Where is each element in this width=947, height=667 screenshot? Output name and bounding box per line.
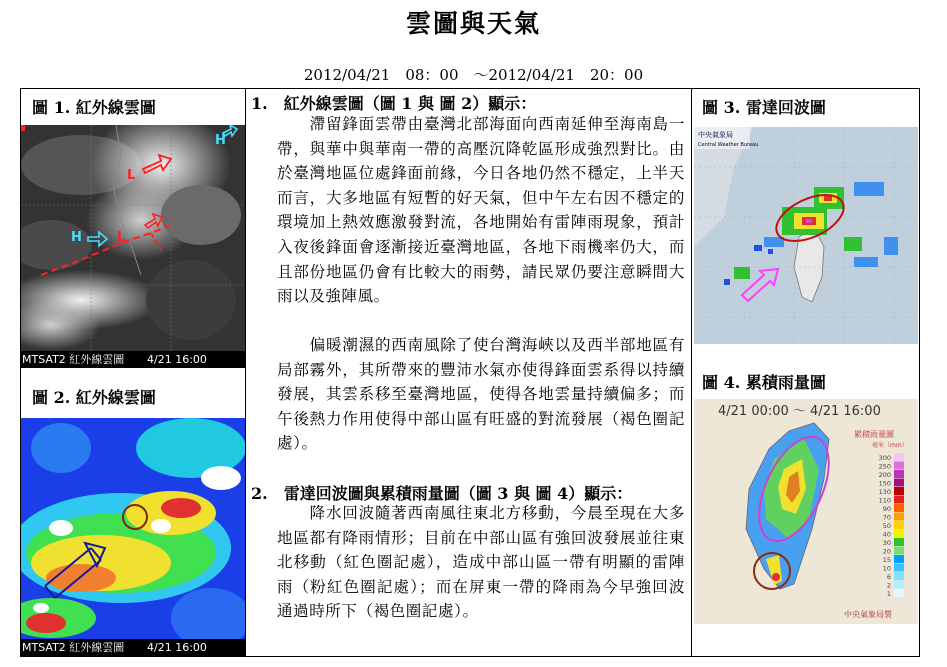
text-column bbox=[245, 89, 691, 656]
figure-3-label: 圖 3. 雷達回波圖 bbox=[702, 98, 826, 117]
legend-swatch bbox=[894, 479, 904, 487]
legend-value-label: 110 bbox=[878, 496, 891, 505]
legend-swatch bbox=[894, 462, 904, 470]
section-1-paragraph-1: 滯留鋒面雲帶由臺灣北部海面向西南延伸至海南島一帶，與華中與華南一帶的高壓沉降乾區形成強烈對比。由於臺灣地區位處鋒面前緣，今日各地仍然不穩定，上半天而言，大多地區有短暫的好天氣，但中午左右因不穩定的環境加上熱效應激發對流，各地開始有雷陣雨現象，預計入夜後鋒面會逐漸接近臺灣地區，各地下雨機率仍大，而且部份地區仍會有比較大的雨勢，請民眾仍要注意瞬間大雨以及強陣風。 bbox=[277, 115, 685, 306]
legend-swatch bbox=[894, 547, 904, 555]
figure-1-caption-source: MTSAT2 紅外線雲圖 bbox=[22, 353, 125, 366]
figure-1-caption-bar bbox=[21, 351, 245, 368]
rainfall-svg bbox=[694, 399, 918, 624]
legend-swatch bbox=[894, 530, 904, 538]
legend-swatch bbox=[894, 589, 904, 597]
legend-swatch bbox=[894, 513, 904, 521]
legend-value-label: 150 bbox=[878, 479, 891, 488]
legend-swatch bbox=[894, 487, 904, 495]
figure-2-caption-bar bbox=[21, 639, 245, 656]
figure-2-caption-source: MTSAT2 紅外線雲圖 bbox=[22, 641, 125, 654]
figure-1-caption-time: 4/21 16:00 bbox=[147, 353, 207, 366]
rainfall-legend-unit: 毫米（mm） bbox=[872, 442, 908, 449]
figure-1-ir-cloud-image bbox=[21, 125, 245, 368]
legend-swatch bbox=[894, 572, 904, 580]
rainfall-footer: 中央氣象局製 bbox=[844, 610, 892, 619]
high-pressure-mark-west: H bbox=[71, 230, 82, 245]
legend-value-label: 40 bbox=[882, 530, 891, 539]
legend-value-label: 30 bbox=[882, 539, 891, 547]
legend-value-label: 50 bbox=[882, 522, 891, 530]
low-pressure-mark-south: L bbox=[117, 230, 126, 245]
figure-4-rainfall-map bbox=[694, 399, 918, 624]
legend-value-label: 6 bbox=[886, 573, 891, 581]
legend-swatch bbox=[894, 555, 904, 563]
radar-svg bbox=[694, 127, 918, 344]
legend-value-label: 300 bbox=[878, 454, 891, 462]
section-2-heading: 2. 雷達回波圖與累積雨量圖（圖 3 與 圖 4）顯示： bbox=[251, 484, 633, 503]
enhanced-ir-svg bbox=[21, 418, 245, 656]
figure-4-label: 圖 4. 累積雨量圖 bbox=[702, 373, 826, 392]
legend-swatch bbox=[894, 470, 904, 478]
page-title: 雲圖與天氣 bbox=[405, 9, 541, 38]
rainfall-legend-title: 累積雨量圖 bbox=[854, 430, 894, 439]
content-table bbox=[20, 88, 920, 657]
legend-value-label: 15 bbox=[882, 556, 891, 564]
legend-swatch bbox=[894, 521, 904, 529]
radar-agency-english: Central Weather Bureau bbox=[698, 142, 759, 148]
legend-value-label: 10 bbox=[882, 564, 891, 573]
figure-3-radar-image bbox=[694, 127, 918, 344]
figure-1-label: 圖 1. 紅外線雲圖 bbox=[32, 98, 156, 117]
high-pressure-mark-east: H bbox=[215, 133, 226, 148]
legend-swatch bbox=[894, 581, 904, 589]
date-range: 2012/04/21 08：00 ～2012/04/21 20：00 bbox=[303, 66, 644, 84]
rainfall-time-range: 4/21 00:00 ～ 4/21 16:00 bbox=[718, 404, 881, 419]
legend-value-label: 2 bbox=[886, 581, 891, 590]
figure-2-enhanced-ir-image bbox=[21, 418, 245, 656]
figure-2-label: 圖 2. 紅外線雲圖 bbox=[32, 388, 156, 407]
legend-value-label: 130 bbox=[878, 488, 891, 496]
right-column bbox=[691, 89, 920, 656]
figure-2-caption-time: 4/21 16:00 bbox=[147, 641, 207, 654]
left-column bbox=[21, 89, 246, 656]
legend-value-label: 1 bbox=[886, 590, 891, 598]
legend-value-label: 200 bbox=[878, 471, 891, 479]
legend-swatch bbox=[894, 453, 904, 461]
radar-agency-name: 中央氣象局 bbox=[698, 131, 733, 139]
legend-swatch bbox=[894, 538, 904, 546]
legend-swatch bbox=[894, 564, 904, 572]
section-1-heading: 1. 紅外線雲圖（圖 1 與 圖 2）顯示： bbox=[251, 94, 537, 113]
legend-value-label: 250 bbox=[878, 462, 891, 471]
ir-cloud-svg bbox=[21, 125, 245, 368]
legend-value-label: 20 bbox=[882, 547, 891, 556]
section-1-paragraph-2: 偏暖潮濕的西南風除了使台灣海峽以及西半部地區有局部霧外，其所帶來的豐沛水氣亦使得鋒面雲系得以持續發展，其雲系移至臺灣地區，使得各地雲量持續偏多；而午後熱力作用使得中部山區有旺盛的對流發展（褐色圈記處）。 bbox=[277, 336, 685, 453]
legend-value-label: 70 bbox=[882, 513, 891, 522]
low-pressure-mark-north: L bbox=[127, 168, 136, 183]
legend-swatch bbox=[894, 504, 904, 512]
section-2-paragraph-1: 降水回波隨著西南風往東北方移動，今晨至現在大多地區都有降雨情形；目前在中部山區有強回波發展並往東北移動（紅色圈記處），造成中部山區一帶有明顯的雷陣雨（粉紅色圈記處）；而在屏東一帶的降雨為今早強回波通過時所下（褐色圈記處）。 bbox=[277, 504, 685, 621]
legend-swatch bbox=[894, 496, 904, 504]
legend-value-label: 90 bbox=[882, 505, 891, 513]
